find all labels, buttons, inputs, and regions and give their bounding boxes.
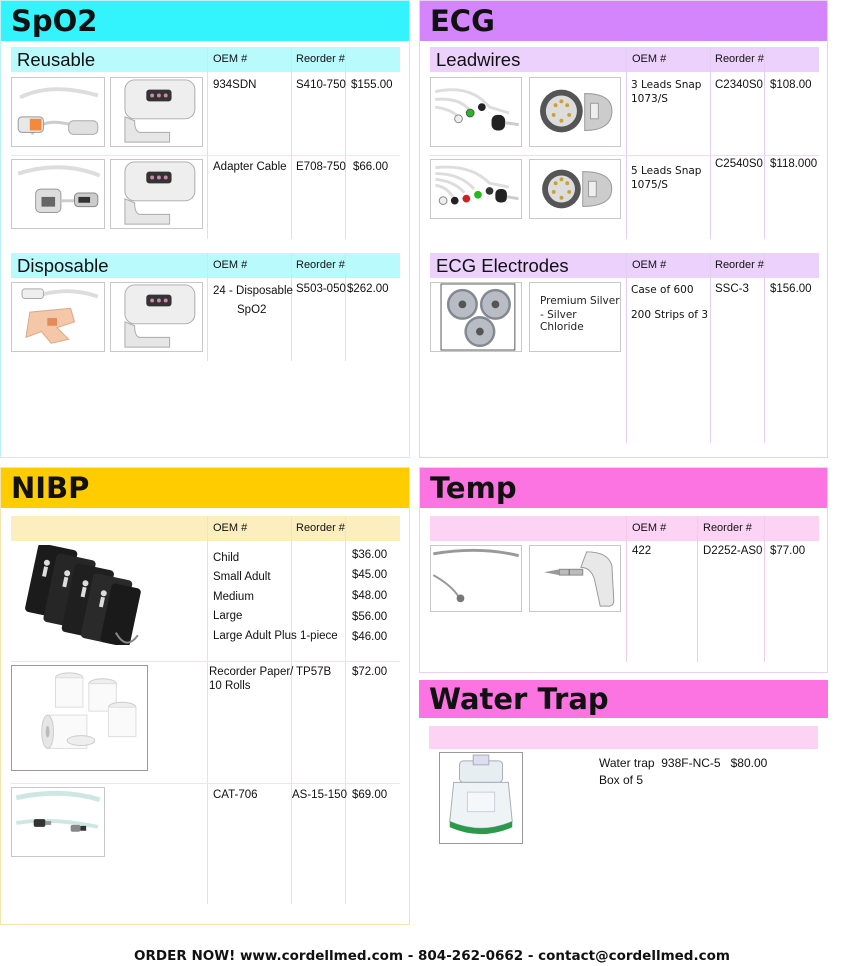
nibp-col-oem: OEM # bbox=[213, 522, 248, 534]
spo2-reusable-oem-2: Adapter Cable bbox=[213, 161, 287, 173]
nibp-cuff-price-3: $48.00 bbox=[352, 590, 388, 602]
ecg-electrodes-image bbox=[430, 282, 522, 352]
temp-col-oem: OEM # bbox=[632, 522, 667, 534]
water-trap-image bbox=[439, 752, 523, 844]
ecg-leadwire-price-1: $108.00 bbox=[770, 79, 812, 91]
spo2-panel bbox=[0, 0, 410, 458]
nibp-cuff-size-3: Medium bbox=[213, 591, 254, 603]
ecg-electrodes-oem-line2: 200 Strips of 3 bbox=[631, 309, 709, 321]
ecg-title: ECG bbox=[420, 1, 827, 41]
temp-oem: 422 bbox=[632, 545, 652, 557]
spo2-reusable-price-1: $155.00 bbox=[351, 79, 393, 91]
nibp-hose-oem: CAT-706 bbox=[213, 789, 258, 801]
ecg-electrodes-desc-line1: Premium Silver bbox=[540, 295, 620, 307]
nibp-cuff-size-5: Large Adult Plus 1-piece bbox=[213, 630, 338, 642]
ecg-leadwires-col-oem: OEM # bbox=[632, 53, 667, 65]
divider bbox=[626, 253, 627, 443]
spo2-disposable-oem-line1: 24 - Disposable bbox=[213, 285, 293, 297]
nibp-hose-price: $69.00 bbox=[352, 789, 388, 801]
water-trap-title: Water Trap bbox=[419, 680, 828, 718]
ecg-electrodes-label: ECG Electrodes bbox=[436, 255, 569, 276]
divider bbox=[345, 516, 346, 904]
ecg-leadwire-oem-2-line1: 5 Leads Snap bbox=[631, 165, 702, 177]
divider bbox=[291, 47, 292, 239]
nibp-cuff-size-2: Small Adult bbox=[213, 571, 271, 583]
nibp-paper-price: $72.00 bbox=[352, 666, 388, 678]
divider bbox=[291, 253, 292, 361]
ecg-electrodes-col-reorder: Reorder # bbox=[715, 259, 764, 271]
divider bbox=[345, 47, 346, 239]
ecg-5-lead-wire-image bbox=[430, 159, 522, 219]
spo2-connector-image bbox=[110, 77, 203, 147]
divider bbox=[710, 253, 711, 443]
spo2-disposable-reorder: S503-050 bbox=[296, 283, 346, 295]
temp-col-reorder: Reorder # bbox=[703, 522, 752, 534]
temp-plug-image bbox=[529, 545, 621, 612]
nibp-cuff-price-4: $56.00 bbox=[352, 611, 388, 623]
nibp-paper-reorder: TP57B bbox=[296, 666, 332, 678]
temp-probe-image bbox=[430, 545, 522, 612]
ecg-leadwires-col-reorder: Reorder # bbox=[715, 53, 764, 65]
temp-panel bbox=[419, 467, 828, 673]
ecg-electrodes-description-box bbox=[529, 282, 621, 352]
nibp-recorder-paper-image bbox=[11, 665, 148, 771]
ecg-leadwire-oem-1-line2: 1073/S bbox=[631, 93, 668, 105]
divider bbox=[11, 155, 400, 156]
divider bbox=[11, 661, 400, 662]
water-trap-line2: Box of 5 bbox=[599, 773, 644, 787]
ecg-leadwire-reorder-2: C2540S0 bbox=[715, 158, 763, 170]
spo2-title: SpO2 bbox=[1, 1, 409, 41]
divider bbox=[430, 155, 819, 156]
temp-price: $77.00 bbox=[770, 545, 806, 557]
nibp-panel bbox=[0, 467, 410, 925]
nibp-cuff-price-2: $45.00 bbox=[352, 569, 388, 581]
spo2-disposable-oem-line2: SpO2 bbox=[237, 304, 267, 316]
ecg-5-lead-connector-image bbox=[529, 159, 621, 219]
ecg-leadwire-oem-1-line1: 3 Leads Snap bbox=[631, 79, 702, 91]
divider bbox=[626, 516, 627, 662]
nibp-cuff-price-5: $46.00 bbox=[352, 631, 388, 643]
spo2-adapter-connector-image bbox=[110, 159, 203, 229]
spo2-disposable-price: $262.00 bbox=[347, 283, 389, 295]
divider bbox=[291, 516, 292, 904]
nibp-hose-reorder: AS-15-150 bbox=[292, 789, 347, 801]
spo2-disposable-connector-image bbox=[110, 282, 203, 352]
water-trap-line1: Water trap 938F-NC-5 $80.00 bbox=[599, 756, 768, 770]
divider bbox=[697, 516, 698, 662]
divider bbox=[764, 516, 765, 662]
temp-reorder: D2252-AS0 bbox=[703, 545, 763, 557]
ecg-panel bbox=[419, 0, 828, 458]
divider bbox=[764, 47, 765, 239]
spo2-reusable-reorder-1: S410-750 bbox=[296, 79, 346, 91]
divider bbox=[710, 47, 711, 239]
ecg-electrodes-reorder: SSC-3 bbox=[715, 283, 749, 295]
divider bbox=[207, 516, 208, 904]
nibp-cuffs-image bbox=[13, 545, 153, 645]
divider bbox=[626, 47, 627, 239]
ecg-electrodes-price: $156.00 bbox=[770, 283, 812, 295]
nibp-hose-image bbox=[11, 787, 105, 857]
spo2-reusable-col-oem: OEM # bbox=[213, 53, 248, 65]
nibp-cuff-size-4: Large bbox=[213, 610, 243, 622]
ecg-leadwire-price-2: $118.000 bbox=[770, 158, 818, 170]
spo2-disposable-col-oem: OEM # bbox=[213, 259, 248, 271]
spo2-reusable-col-reorder: Reorder # bbox=[296, 53, 345, 65]
ecg-leadwire-oem-2-line2: 1075/S bbox=[631, 179, 668, 191]
nibp-title: NIBP bbox=[1, 468, 409, 508]
spo2-disposable-label: Disposable bbox=[17, 255, 109, 276]
divider bbox=[764, 253, 765, 443]
divider bbox=[207, 47, 208, 239]
nibp-cuff-price-1: $36.00 bbox=[352, 549, 388, 561]
divider bbox=[11, 783, 400, 784]
water-trap-panel bbox=[419, 680, 828, 925]
spo2-reusable-price-2: $66.00 bbox=[353, 161, 389, 173]
ecg-3-lead-connector-image bbox=[529, 77, 621, 147]
nibp-paper-oem-line1: Recorder Paper/ bbox=[209, 666, 294, 678]
ecg-leadwire-reorder-1: C2340S0 bbox=[715, 79, 763, 91]
spo2-adapter-cable-image bbox=[11, 159, 105, 229]
spo2-disposable-col-reorder: Reorder # bbox=[296, 259, 345, 271]
temp-title: Temp bbox=[420, 468, 827, 508]
divider bbox=[207, 253, 208, 361]
nibp-cuff-size-1: Child bbox=[213, 552, 240, 564]
ecg-electrodes-col-oem: OEM # bbox=[632, 259, 667, 271]
spo2-reusable-oem-1: 934SDN bbox=[213, 79, 257, 91]
water-trap-header bbox=[429, 726, 818, 749]
spo2-disposable-sensor-image bbox=[11, 282, 105, 352]
spo2-reusable-reorder-2: E708-750 bbox=[296, 161, 346, 173]
divider bbox=[345, 253, 346, 361]
nibp-paper-oem-line2: 10 Rolls bbox=[209, 680, 251, 692]
temp-header bbox=[430, 516, 819, 541]
ecg-3-lead-wire-image bbox=[430, 77, 522, 147]
ecg-electrodes-oem-line1: Case of 600 bbox=[631, 284, 694, 296]
order-footer: ORDER NOW! www.cordellmed.com - 804-262-0662 - contact@cordellmed.com bbox=[134, 948, 730, 964]
spo2-reusable-label: Reusable bbox=[17, 49, 96, 70]
ecg-leadwires-label: Leadwires bbox=[436, 49, 521, 70]
spo2-sensor-clip-image bbox=[11, 77, 105, 147]
ecg-electrodes-desc-line2: - Silver Chloride bbox=[540, 309, 584, 333]
nibp-col-reorder: Reorder # bbox=[296, 522, 345, 534]
